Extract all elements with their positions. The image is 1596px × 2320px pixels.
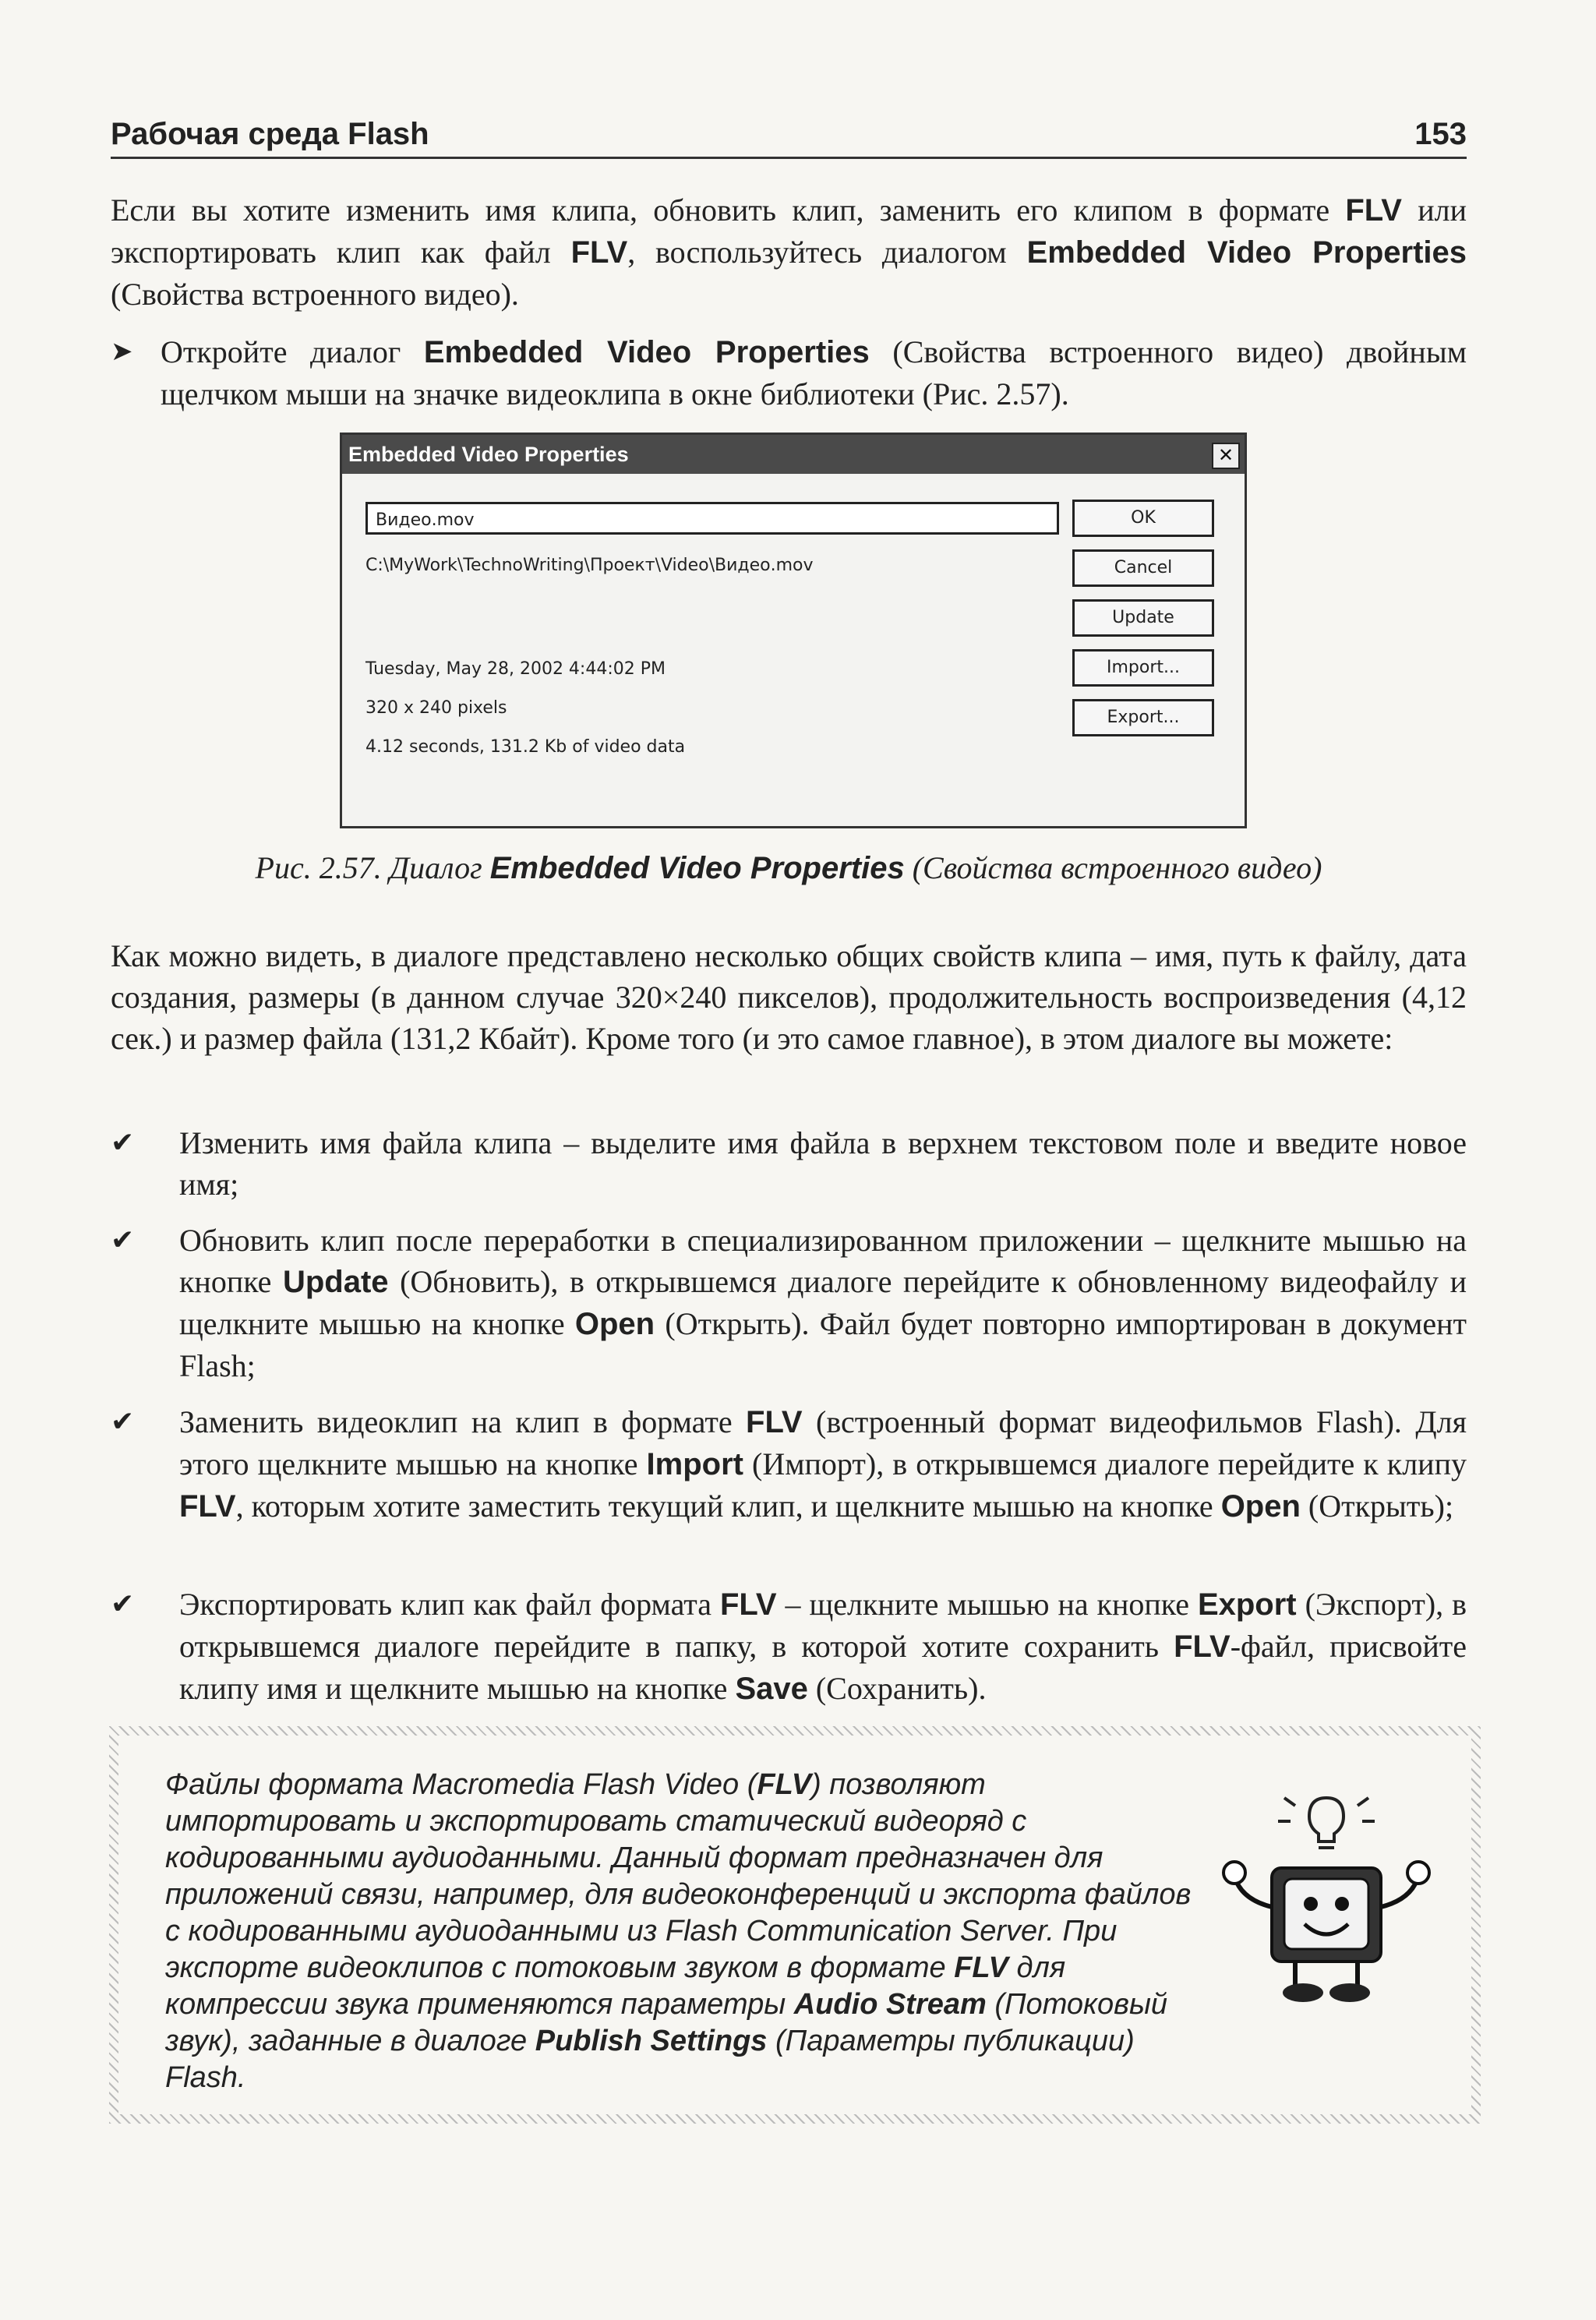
bold-term: Audio Stream <box>793 1988 987 2021</box>
text-run: (Потоковый звук), заданные в диалоге <box>165 1988 1168 2057</box>
bold-term: Export <box>1197 1587 1297 1622</box>
text-run: Откройте диалог <box>161 334 424 369</box>
text-run: ) позволяют импортировать и экспортировать статический видеоряд с кодированными аудиоданными. Данный формат предназначен для приложений связи, например, для видеоконференций и экспорта файлов с кодированными аудиоданными из Flash Communication Server. При экспорте видеоклипов с потоковым звуком в формате <box>165 1768 1192 1984</box>
list-item <box>111 1220 1467 1386</box>
bold-term: FLV <box>746 1405 803 1439</box>
text-run: Как можно видеть, в диалоге представлено несколько общих свойств клипа – имя, путь к файлу, дата создания, размеры (в данном случае 320×240 пикселов), продолжительность воспроизведения (4,12 сек.) и размер файла (131,2 Кбайт). Кроме того (и это самое главное), в этом диалоге вы можете: <box>111 938 1467 1056</box>
note-text <box>165 1767 1202 2096</box>
update-button[interactable]: Update <box>1072 599 1214 637</box>
bold-term: Open <box>1220 1489 1301 1524</box>
dialog-title: Embedded Video Properties <box>348 442 629 466</box>
list-item <box>111 1122 1467 1205</box>
text-run: для компрессии звука применяются параметры <box>165 1951 1066 2021</box>
dialog-titlebar <box>342 435 1245 474</box>
text-run: или экспортировать клип как файл <box>111 192 1467 270</box>
duration-and-size: 4.12 seconds, 131.2 Kb of video data <box>365 737 686 757</box>
embedded-video-properties-dialog <box>340 433 1247 828</box>
text-run: (Импорт), в открывшемся диалоге перейдите к клипу <box>743 1446 1467 1481</box>
checkmark-icon: ✔ <box>111 1588 135 1620</box>
ok-button[interactable]: OK <box>1072 500 1214 537</box>
bold-term: FLV <box>179 1489 236 1524</box>
list-item-text <box>179 1220 1467 1386</box>
text-run: , воспользуйтесь диалогом <box>627 235 1027 270</box>
step-text <box>161 331 1467 415</box>
bold-term: Embedded Video Properties <box>423 335 870 369</box>
text-run: Заменить видеоклип на клип в формате <box>179 1404 747 1439</box>
bold-term: FLV <box>719 1587 777 1622</box>
checkmark-icon: ✔ <box>111 1406 135 1438</box>
arrow-bullet-icon: ➤ <box>111 336 133 367</box>
creation-date: Tuesday, May 28, 2002 4:44:02 PM <box>365 659 666 679</box>
list-item-text <box>179 1584 1467 1710</box>
text-run: – щелкните мышью на кнопке <box>776 1587 1198 1622</box>
text-run: (Свойства встроенного видео). <box>111 277 519 312</box>
bold-term: Import <box>646 1447 743 1481</box>
checkmark-icon: ✔ <box>111 1127 135 1159</box>
bold-term: FLV <box>1345 193 1402 228</box>
export-button[interactable]: Export... <box>1072 699 1214 736</box>
import-button[interactable]: Import... <box>1072 649 1214 687</box>
bold-term: Update <box>282 1265 389 1299</box>
bold-term: FLV <box>757 1768 812 1801</box>
note-box <box>109 1726 1481 2124</box>
bold-term: FLV <box>1174 1630 1231 1664</box>
list-item-text <box>179 1122 1467 1205</box>
running-head <box>111 117 1467 159</box>
text-run: , которым хотите заместить текущий клип, и щелкните мышью на кнопке <box>235 1488 1221 1524</box>
step-item <box>111 331 1467 415</box>
close-icon[interactable]: ✕ <box>1212 443 1240 469</box>
list-item-text <box>179 1401 1467 1527</box>
text-run: Экспортировать клип как файл формата <box>179 1587 720 1622</box>
bold-term: Save <box>735 1672 808 1706</box>
text-run: (Свойства встроенного видео) <box>904 850 1322 885</box>
text-run: (Открыть); <box>1300 1488 1454 1524</box>
bold-term: FLV <box>954 1951 1008 1984</box>
bold-term: Open <box>574 1307 655 1341</box>
text-run: (Свойства встроенного видео) двойным щелчком мыши на значке видеоклипа в окне библиотеки (Рис. 2.57). <box>161 334 1467 411</box>
text-run: Если вы хотите изменить имя клипа, обновить клип, заменить его клипом в формате <box>111 192 1346 228</box>
checkmark-icon: ✔ <box>111 1224 135 1256</box>
text-run: -файл, присвойте клипу имя и щелкните мышью на кнопке <box>179 1629 1467 1706</box>
tv-mascot-icon <box>1209 1782 1443 2032</box>
text-run: Рис. 2.57. Диалог <box>255 850 490 885</box>
list-item <box>111 1401 1467 1527</box>
section-title: Рабочая среда Flash <box>111 117 429 151</box>
figure-caption <box>111 849 1467 886</box>
cancel-button[interactable]: Cancel <box>1072 549 1214 587</box>
video-dimensions: 320 x 240 pixels <box>365 698 507 718</box>
bold-term: FLV <box>570 235 628 270</box>
file-path: C:\MyWork\TechnoWriting\Проект\Video\Видео.mov <box>365 556 814 575</box>
text-run: Обновить клип после переработки в специализированном приложении – щелкните мышью на кнопке <box>179 1223 1467 1299</box>
text-run: (Открыть). Файл будет повторно импортирован в документ Flash; <box>179 1306 1467 1383</box>
bold-term: Embedded Video Properties <box>1026 235 1467 270</box>
file-name-field[interactable]: Видео.mov <box>365 502 1059 535</box>
body-paragraph <box>111 935 1467 1059</box>
text-run: (Экспорт), в открывшемся диалоге перейдите в папку, в которой хотите сохранить <box>179 1587 1467 1664</box>
bold-term: Embedded Video Properties <box>489 851 905 885</box>
list-item <box>111 1584 1467 1710</box>
text-run: Изменить имя файла клипа – выделите имя файла в верхнем текстовом поле и введите новое имя; <box>179 1125 1467 1202</box>
text-run: Файлы формата Macromedia Flash Video ( <box>165 1768 757 1801</box>
text-run: (встроенный формат видеофильмов Flash). Для этого щелкните мышью на кнопке <box>179 1404 1467 1481</box>
page-number: 153 <box>1414 117 1467 151</box>
text-run: (Обновить), в открывшемся диалоге перейдите к обновленному видеофайлу и щелкните мышью на кнопке <box>179 1264 1467 1341</box>
text-run: (Параметры публикации) Flash. <box>165 2025 1135 2094</box>
text-run: (Сохранить). <box>807 1671 987 1706</box>
intro-paragraph <box>111 189 1467 315</box>
bold-term: Publish Settings <box>535 2025 768 2057</box>
